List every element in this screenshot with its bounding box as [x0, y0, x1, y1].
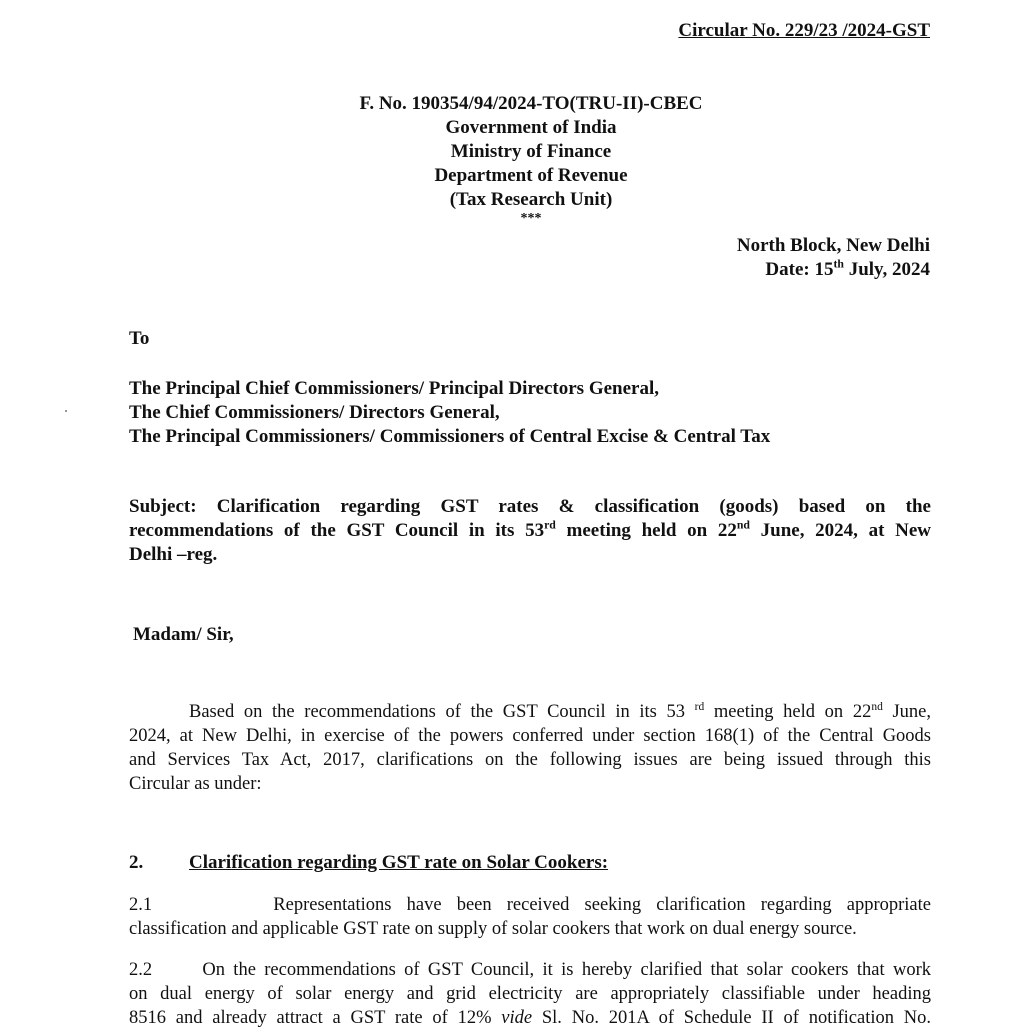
addressee-list [129, 377, 770, 449]
ministry-name: Ministry of Finance [450, 141, 612, 162]
section-number: 2. [129, 852, 144, 873]
department-name: Department of Revenue [434, 165, 628, 186]
subject-line: recommendations of the GST Council in its 53rd meeting held on 22nd June, 2024, at New [129, 518, 931, 541]
salutation: Madam/ Sir, [133, 624, 234, 645]
unit-name: (Tax Research Unit) [449, 189, 613, 210]
addressee-line: The Chief Commissioners/ Directors General, [129, 402, 500, 423]
header-block [0, 92, 1024, 226]
place-date-block [737, 234, 930, 282]
addressee-line: The Principal Chief Commissioners/ Principal Directors General, [129, 378, 659, 399]
paragraph-line: 2.1 Representations have been received seeking clarification regarding appropriate [129, 895, 931, 915]
intro-line: Circular as under: [129, 774, 262, 794]
intro-line: 2024, at New Delhi, in exercise of the powers conferred under section 168(1) of the Central Goods [129, 726, 931, 746]
paragraph-line: on dual energy of solar energy and grid electricity are appropriately classifiable under heading [129, 984, 931, 1004]
intro-line: Based on the recommendations of the GST Council in its 53 $^{rd}$ meeting held on 22nd June, [189, 700, 931, 722]
intro-line: and Services Tax Act, 2017, clarifications on the following issues are being issued through this [129, 750, 931, 770]
addressee-line: The Principal Commissioners/ Commissioners of Central Excise & Central Tax [129, 426, 771, 447]
subject [129, 495, 931, 567]
circular-number: Circular No. 229/23 /2024-GST [678, 20, 930, 41]
government-name: Government of India [445, 117, 617, 138]
section-title: Clarification regarding GST rate on Solar Cookers: [189, 852, 609, 873]
subject-line: Subject: Clarification regarding GST rates & classification (goods) based on the [129, 496, 931, 517]
separator-stars: *** [520, 211, 542, 226]
paragraph-line: 2.2 On the recommendations of GST Council, it is hereby clarified that solar cookers that work [129, 960, 931, 980]
subject-line: Delhi –reg. [129, 544, 218, 565]
paragraph-2-2 [129, 958, 931, 1030]
paragraph-line: classification and applicable GST rate on supply of solar cookers that work on dual energy source. [129, 919, 857, 939]
paragraph-2-1 [129, 893, 931, 941]
scan-speck [65, 410, 67, 412]
date: Date: 15th July, 2024 [765, 257, 930, 280]
place: North Block, New Delhi [736, 235, 930, 256]
to-label: To [129, 328, 150, 349]
paragraph-line: 8516 and already attract a GST rate of 12% vide Sl. No. 201A of Schedule II of notification No. [129, 1008, 931, 1028]
intro-paragraph [129, 700, 931, 796]
file-number: F. No. 190354/94/2024-TO(TRU-II)-CBEC [359, 93, 703, 114]
